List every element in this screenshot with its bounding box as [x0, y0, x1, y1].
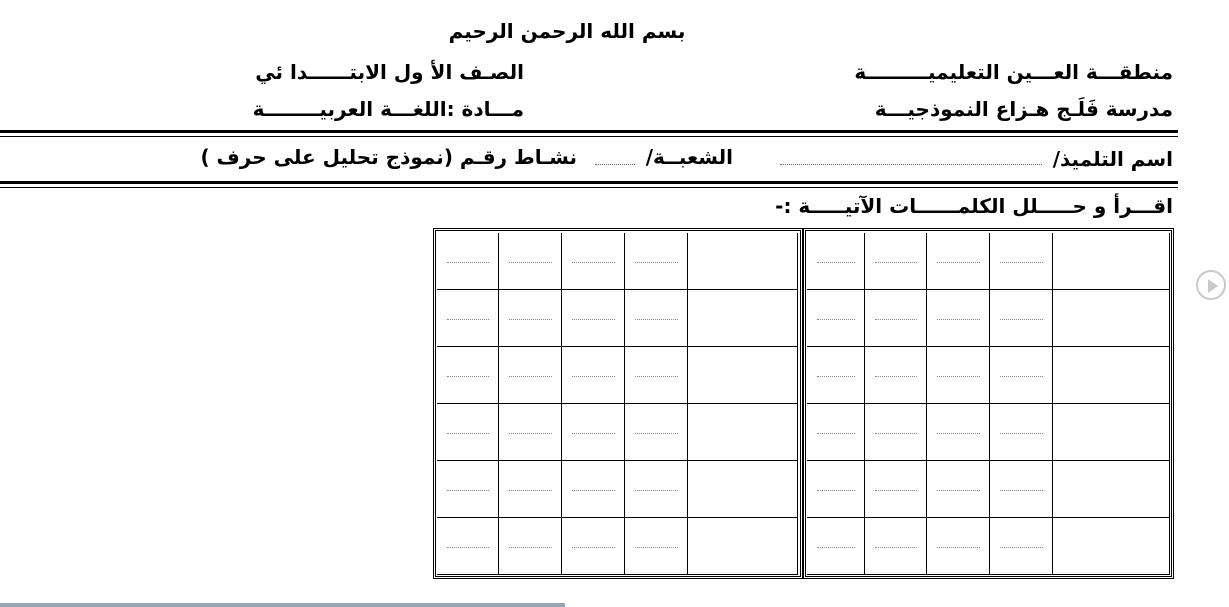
word-cell[interactable] [688, 461, 798, 518]
letter-line [447, 547, 489, 548]
student-name-field[interactable] [780, 164, 1042, 165]
letter-line [572, 490, 615, 491]
letter-line [875, 433, 917, 434]
word-cell[interactable] [1053, 347, 1170, 404]
activity-label: نشـاط رقـم (نموذج تحليل على حرف ) [200, 145, 577, 169]
word-cell[interactable] [688, 518, 798, 575]
letter-line [1000, 376, 1043, 377]
basmala: بسم الله الرحمن الرحيم [448, 19, 686, 43]
letter-line [875, 490, 917, 491]
letter-line [937, 262, 980, 263]
letter-line [509, 547, 552, 548]
letter-line [817, 319, 855, 320]
letter-line [937, 490, 980, 491]
region-name: منطقـــة العـــين التعليميـــــــــة [854, 60, 1173, 84]
instruction: اقـــرأ و حـــــلل الكلمــــــات الآتيـــــة :- [775, 194, 1173, 218]
letter-line [875, 547, 917, 548]
letter-line [875, 262, 917, 263]
letter-line [937, 319, 980, 320]
letter-line [447, 319, 489, 320]
letter-line [635, 262, 678, 263]
word-cell[interactable] [688, 233, 798, 290]
letter-line [572, 547, 615, 548]
student-name-label: اسم التلميذ/ [1052, 147, 1173, 171]
word-cell[interactable] [688, 347, 798, 404]
header-rule-thick [0, 130, 1178, 133]
letter-line [1000, 319, 1043, 320]
letter-line [572, 376, 615, 377]
letter-line [817, 490, 855, 491]
word-cell[interactable] [1053, 290, 1170, 347]
word-cell[interactable] [1053, 233, 1170, 290]
letter-line [1000, 547, 1043, 548]
word-cell[interactable] [1053, 461, 1170, 518]
letter-line [635, 490, 678, 491]
play-icon [1208, 279, 1218, 293]
letter-line [509, 319, 552, 320]
word-cell[interactable] [1053, 404, 1170, 461]
letter-line [572, 319, 615, 320]
info-rule-thick [0, 181, 1178, 184]
word-cell[interactable] [688, 290, 798, 347]
letter-line [447, 490, 489, 491]
letter-line [572, 433, 615, 434]
letter-line [447, 376, 489, 377]
letter-line [875, 376, 917, 377]
letter-line [572, 262, 615, 263]
letter-line [817, 376, 855, 377]
letter-line [509, 376, 552, 377]
letter-line [1000, 433, 1043, 434]
word-cell[interactable] [688, 404, 798, 461]
play-button[interactable] [1196, 270, 1226, 300]
letter-line [447, 262, 489, 263]
letter-line [447, 433, 489, 434]
bottom-scroll-strip [0, 603, 565, 607]
letter-line [1000, 262, 1043, 263]
letter-line [875, 319, 917, 320]
section-label: الشعبــة/ [645, 145, 733, 169]
letter-line [937, 547, 980, 548]
grade-label: الصـف الأ ول الابتــــــدا ئي [255, 60, 524, 84]
letter-line [817, 262, 855, 263]
letter-line [509, 490, 552, 491]
letter-line [635, 319, 678, 320]
header-rule-thin [0, 136, 1178, 137]
letter-line [509, 433, 552, 434]
letter-line [635, 547, 678, 548]
school-name: مدرسة فَلَـج هـزاع النموذجيـــة [874, 97, 1173, 121]
word-cell[interactable] [1053, 518, 1170, 575]
info-rule-thin [0, 187, 1178, 188]
letter-line [817, 433, 855, 434]
letter-line [635, 433, 678, 434]
letter-line [937, 376, 980, 377]
letter-line [1000, 490, 1043, 491]
letter-line [509, 262, 552, 263]
letter-line [817, 547, 855, 548]
letter-line [635, 376, 678, 377]
section-field[interactable] [595, 164, 635, 165]
letter-line [937, 433, 980, 434]
subject-label: مـــادة :اللغـــة العربيــــــــة [252, 97, 524, 121]
